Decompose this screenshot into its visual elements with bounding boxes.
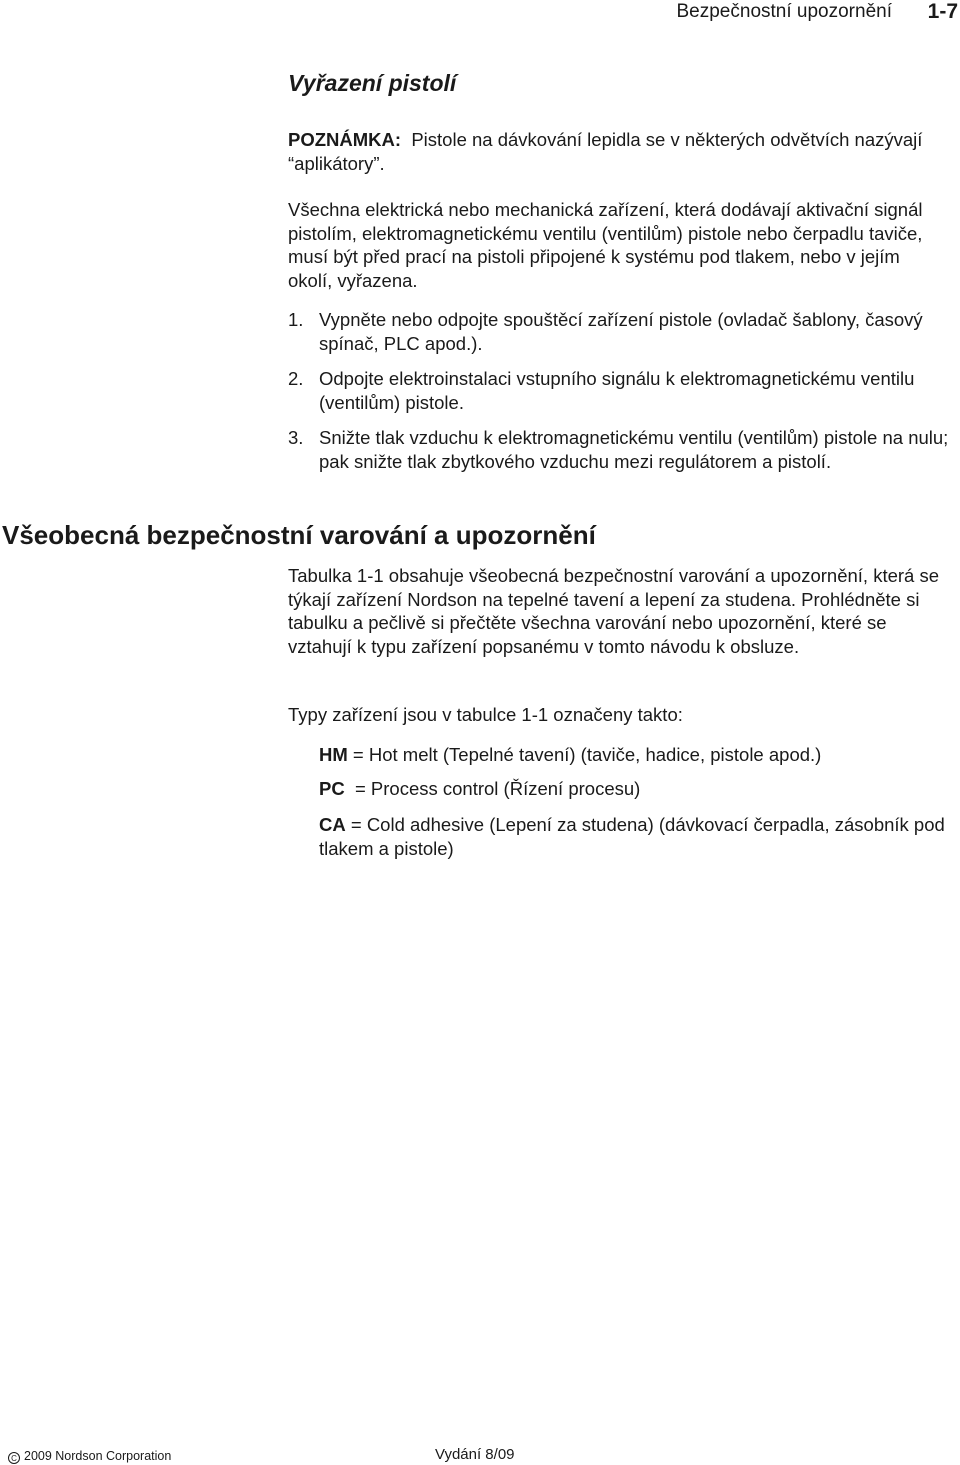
- intro-paragraph: Všechna elektrická nebo mechanická zařízení, která dodávají aktivační signál pistolím, elektromagnetickému ventilu (ventilům) pistole nebo čerpadlu taviče, musí být před prací na pistoli připojené k systému pod tlakem, nebo v jejím okolí, vyřazena.: [288, 199, 923, 291]
- step-number: 1.: [288, 309, 304, 330]
- footer-copyright: [8, 1449, 171, 1464]
- note-paragraph: [288, 128, 928, 175]
- running-header-title: Bezpečnostní upozornění: [676, 1, 892, 22]
- step-number: 2.: [288, 368, 304, 389]
- step-item: [288, 367, 960, 414]
- definition-text: = Cold adhesive (Lepení za studena) (dávkovací čerpadla, zásobník pod tlakem a pistole): [319, 814, 945, 859]
- step-text: Odpojte elektroinstalaci vstupního signálu k elektromagnetickému ventilu (ventilům) pistole.: [319, 368, 915, 413]
- copyright-text: 2009 Nordson Corporation: [24, 1449, 172, 1463]
- step-item: [288, 308, 960, 355]
- definition-abbr: HM: [319, 744, 348, 765]
- types-intro: Typy zařízení jsou v tabulce 1-1 označeny takto:: [288, 704, 683, 725]
- definition-text: = Hot melt (Tepelné tavení) (taviče, hadice, pistole apod.): [347, 744, 822, 765]
- main-heading: Všeobecná bezpečnostní varování a upozornění: [2, 520, 596, 550]
- table-description-paragraph: Tabulka 1-1 obsahuje všeobecná bezpečnostní varování a upozornění, která se týkají zařízení Nordson na tepelné tavení a lepení za studena. Prohlédněte si tabulku a pečlivě si přečtěte všechna varování nebo upozornění, které se vztahují k typu zařízení popsanému v tomto návodu k obsluze.: [288, 565, 940, 657]
- step-number: 3.: [288, 427, 304, 448]
- footer-edition: Vydání 8/09: [435, 1446, 515, 1463]
- definition-pc: [319, 777, 960, 801]
- definition-ca: [319, 813, 960, 860]
- definition-abbr: CA: [319, 814, 346, 835]
- section-heading: Vyřazení pistolí: [288, 70, 457, 96]
- note-text: Pistole na dávkování lepidla se v některých odvětvích nazývají “aplikátory”.: [288, 129, 923, 174]
- step-text: Snižte tlak vzduchu k elektromagnetickému ventilu (ventilům) pistole na nulu; pak snižte tlak zbytkového vzduchu mezi regulátorem a pistolí.: [319, 427, 949, 472]
- step-item: [288, 426, 960, 473]
- definition-text: = Process control (Řízení procesu): [344, 778, 641, 799]
- definition-abbr: PC: [319, 778, 345, 799]
- copyright-icon: C: [8, 1452, 20, 1464]
- page-number: 1-7: [927, 0, 958, 23]
- step-text: Vypněte nebo odpojte spouštěcí zařízení pistole (ovladač šablony, časový spínač, PLC apod.).: [319, 309, 923, 354]
- definition-hm: [319, 743, 960, 767]
- note-label: POZNÁMKA:: [288, 129, 402, 150]
